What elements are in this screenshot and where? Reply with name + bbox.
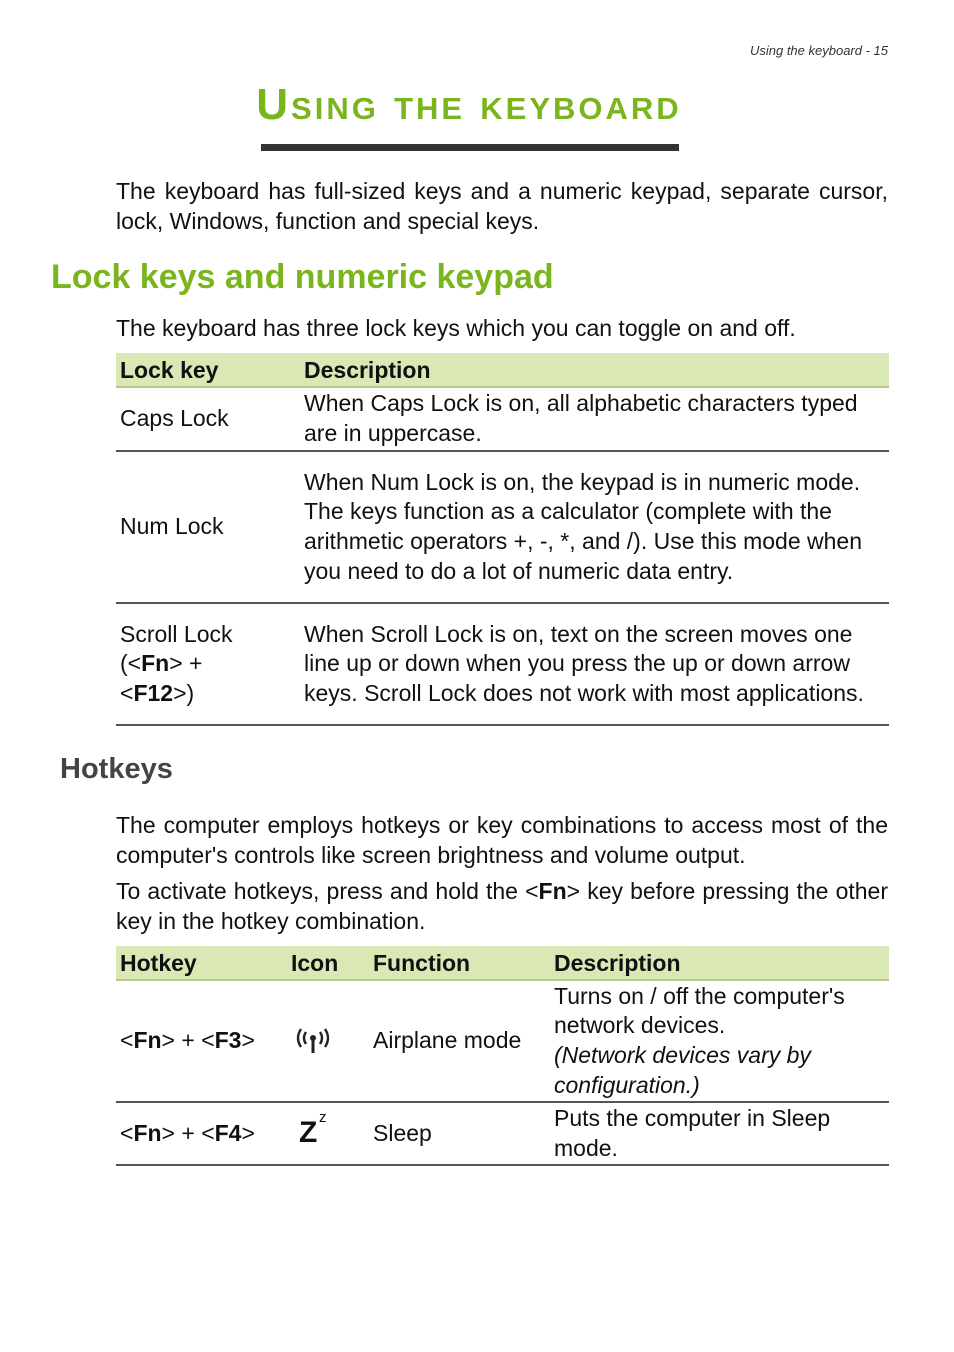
fn-key: Fn	[133, 1027, 162, 1054]
description-note: (Network devices vary by configuration.)	[554, 1042, 811, 1098]
description-cell	[550, 980, 889, 1102]
intro-paragraph: The keyboard has full-sized keys and a numeric keypad, separate cursor, lock, Windows, function and special keys.	[116, 178, 888, 234]
fn-key: Fn	[141, 650, 170, 677]
para-text: > key before pressing the other key in the hotkey combination.	[116, 878, 888, 934]
lock-keys-heading: Lock keys and numeric keypad	[51, 258, 554, 296]
key-bracket: (<	[120, 650, 142, 677]
fn-key: Fn	[538, 878, 567, 904]
lock-desc-cell: When Num Lock is on, the keypad is in numeric mode. The keys function as a calculator (complete with the arithmetic operators +, -, *, and /). Use this mode when you need to do a lot of numeric data entry.	[300, 451, 889, 603]
running-head: Using the keyboard - 15	[749, 43, 888, 58]
icon-cell	[287, 980, 369, 1102]
key-bracket: <	[120, 679, 134, 706]
lock-desc-cell: When Scroll Lock is on, text on the screen moves one line up or down when you press the up or down arrow keys. Scroll Lock does not work with most applications.	[300, 603, 889, 725]
para-text: To activate hotkeys, press and hold the <	[116, 878, 539, 904]
column-header-icon: Icon	[287, 946, 369, 980]
column-header-function: Function	[369, 946, 550, 980]
key-bracket: >	[241, 1119, 255, 1146]
hotkeys-paragraph-1: The computer employs hotkeys or key combinations to access most of the computer's controls like screen brightness and volume output.	[116, 812, 888, 868]
column-header-description: Description	[300, 353, 889, 387]
f4-key: F4	[214, 1119, 242, 1146]
lock-key-cell	[116, 603, 300, 725]
hotkey-cell	[116, 1102, 287, 1165]
f12-key: F12	[133, 679, 174, 706]
lock-key-cell: Caps Lock	[116, 387, 300, 451]
table-header-row	[116, 946, 889, 980]
fn-key: Fn	[133, 1119, 162, 1146]
function-cell: Sleep	[369, 1102, 550, 1165]
key-bracket: <	[120, 1119, 134, 1146]
chapter-title: Using the keyboard	[256, 80, 682, 129]
lock-keys-intro: The keyboard has three lock keys which you can toggle on and off.	[116, 315, 796, 341]
key-bracket: >	[241, 1027, 255, 1054]
table-row	[116, 603, 889, 725]
table-row	[116, 387, 889, 451]
description-text: Turns on / off the computer's network devices.	[554, 982, 845, 1039]
description-cell: Puts the computer in Sleep mode.	[550, 1102, 889, 1165]
title-underline	[261, 144, 679, 151]
sleep-icon-big-z: Z	[299, 1115, 318, 1149]
hotkeys-table	[116, 946, 889, 1166]
column-header-hotkey: Hotkey	[116, 946, 287, 980]
column-header-lock-key: Lock key	[116, 353, 300, 387]
key-plus: > +	[169, 650, 203, 677]
sleep-icon-small-z: z	[319, 1108, 327, 1126]
column-header-description: Description	[550, 946, 889, 980]
hotkeys-heading: Hotkeys	[60, 753, 173, 785]
hotkey-cell	[116, 980, 287, 1102]
key-bracket: >)	[173, 679, 195, 706]
f3-key: F3	[214, 1027, 242, 1054]
icon-cell	[287, 1102, 369, 1165]
table-row	[116, 980, 889, 1102]
table-row	[116, 451, 889, 603]
table-header-row	[116, 353, 889, 387]
table-row	[116, 1102, 889, 1165]
key-plus: > + <	[161, 1027, 215, 1054]
key-plus: > + <	[161, 1119, 215, 1146]
hotkeys-paragraph-2	[116, 876, 888, 936]
lock-keys-table	[116, 353, 889, 726]
airplane-mode-icon	[293, 1026, 365, 1056]
lock-desc-cell: When Caps Lock is on, all alphabetic characters typed are in uppercase.	[300, 387, 889, 451]
scroll-lock-label: Scroll Lock	[120, 620, 233, 647]
function-cell: Airplane mode	[369, 980, 550, 1102]
sleep-icon	[293, 1108, 333, 1149]
key-bracket: <	[120, 1027, 134, 1054]
lock-key-cell: Num Lock	[116, 451, 300, 603]
